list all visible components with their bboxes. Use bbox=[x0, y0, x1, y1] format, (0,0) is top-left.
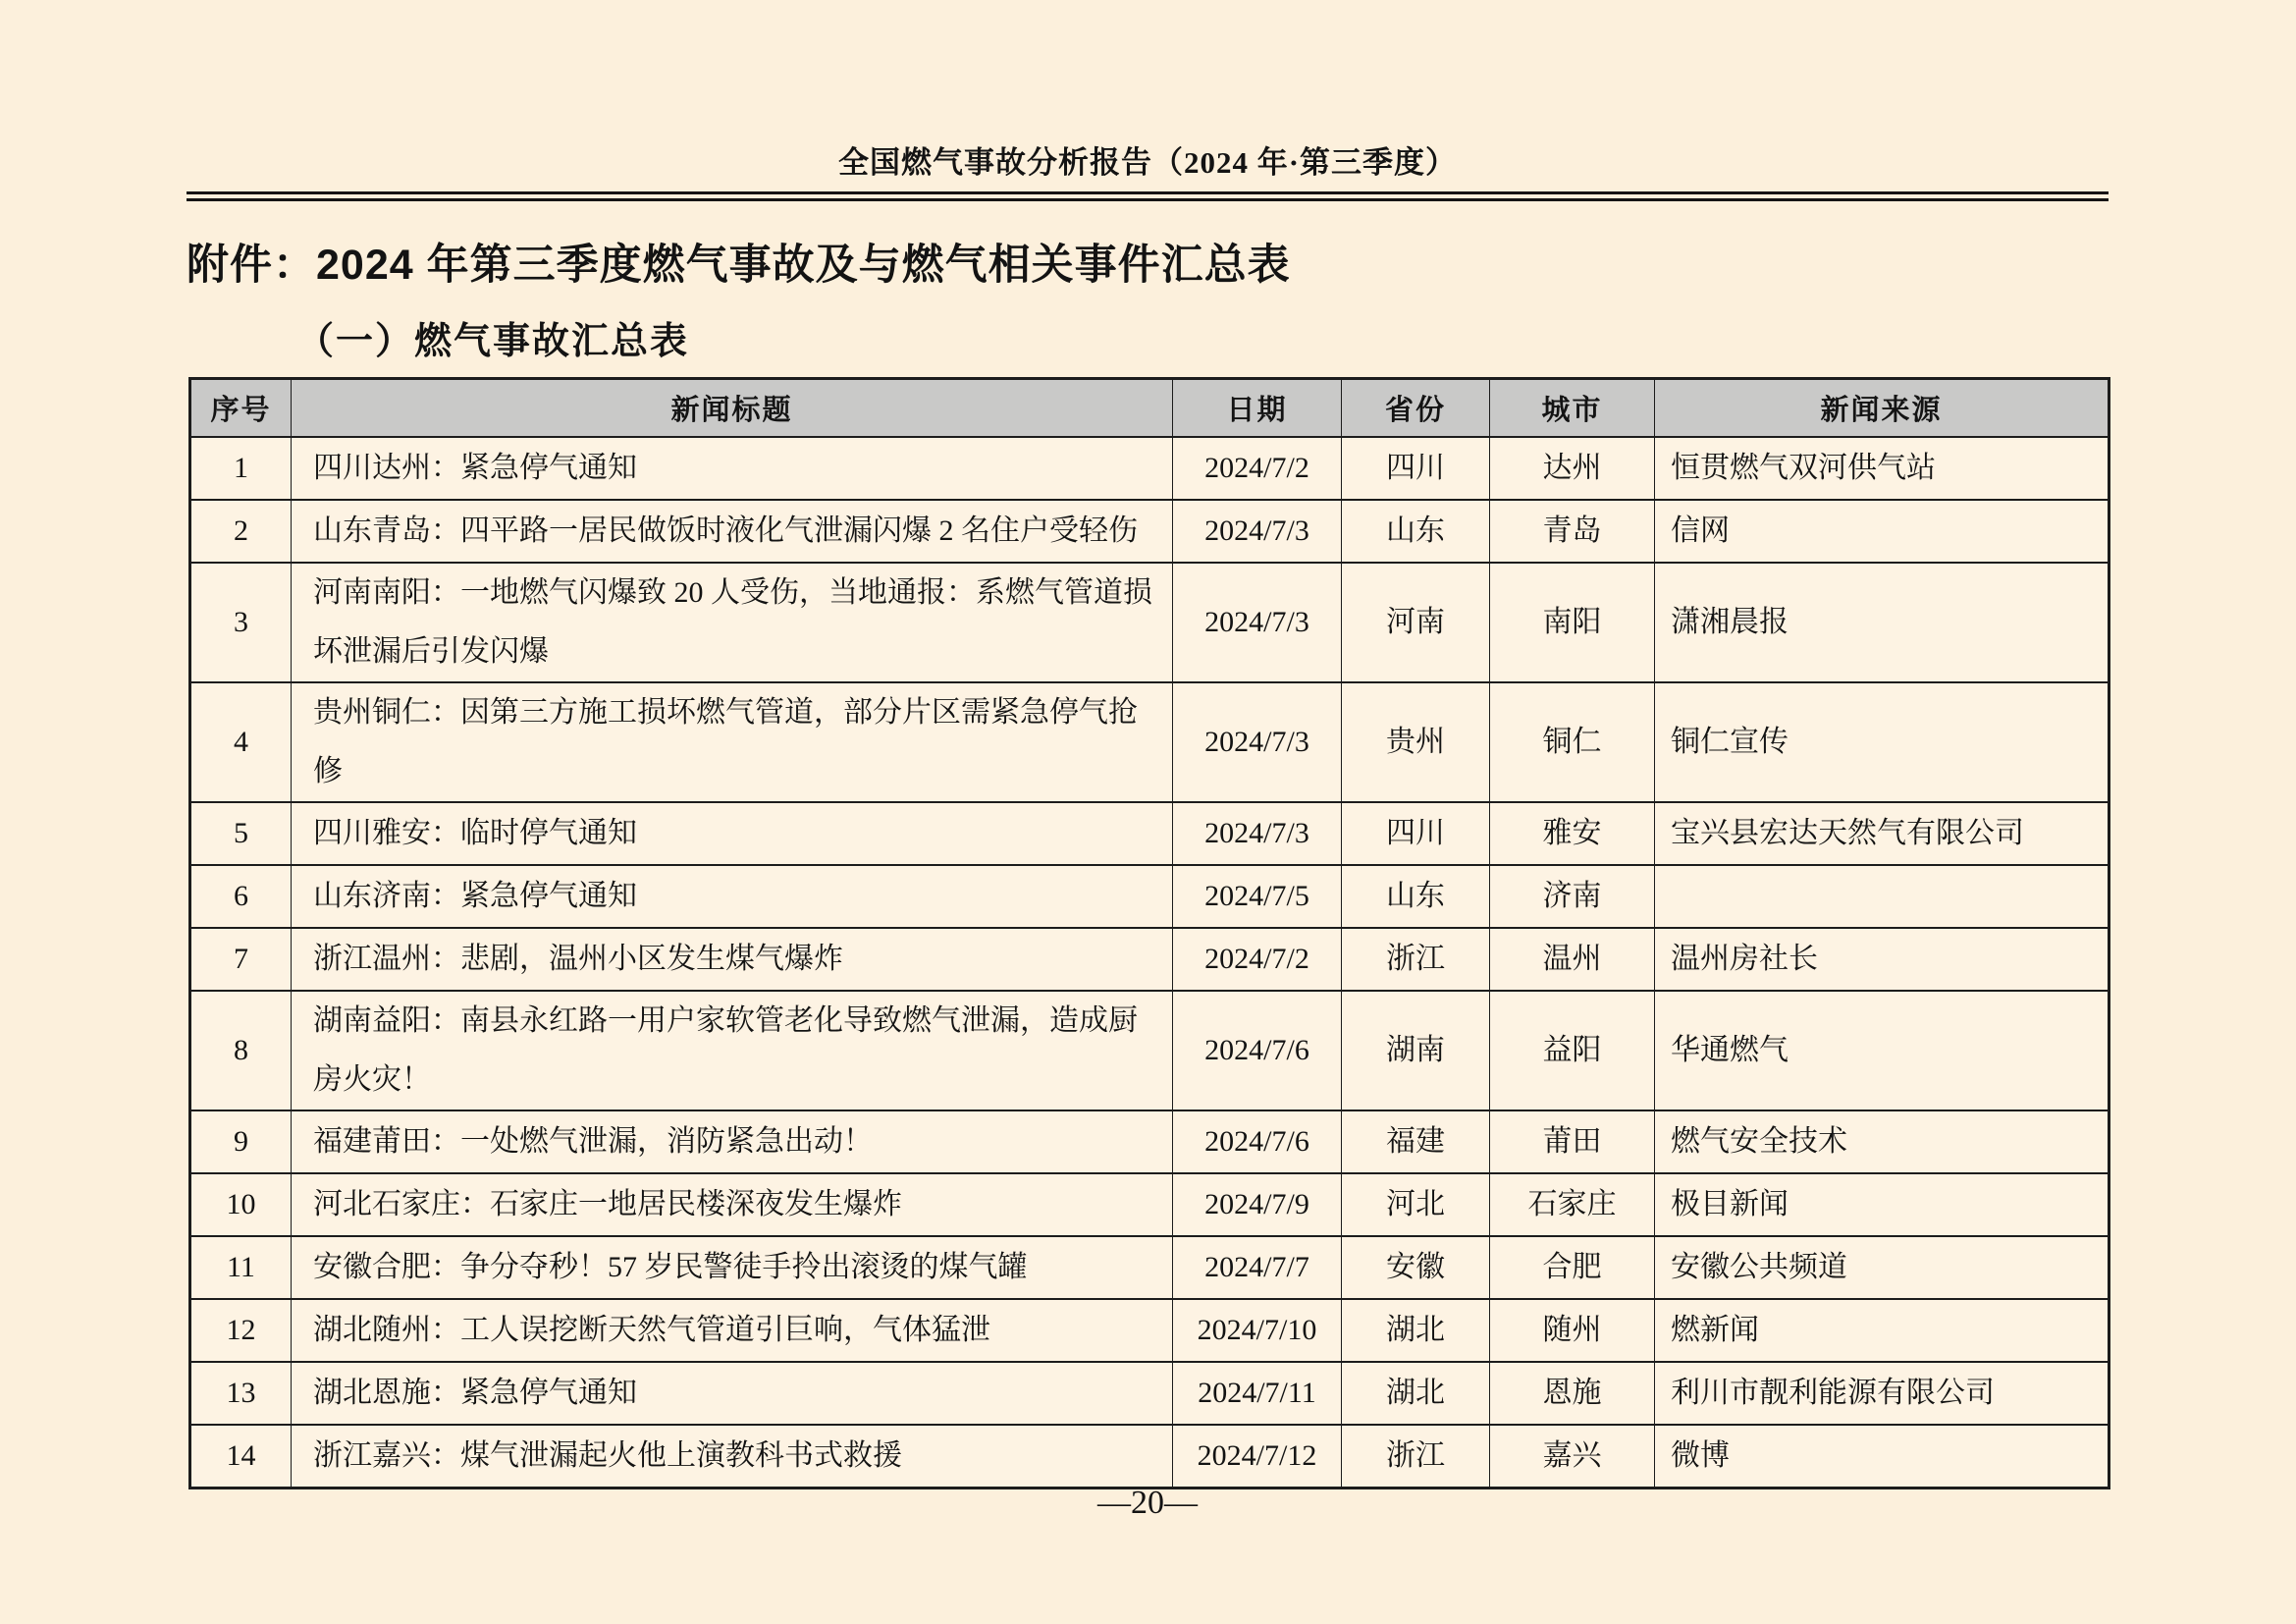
cell-title: 湖北随州：工人误挖断天然气管道引巨响，气体猛泄 bbox=[292, 1299, 1173, 1362]
attachment-title: 附件：2024 年第三季度燃气事故及与燃气相关事件汇总表 bbox=[187, 242, 1291, 289]
cell-title: 河北石家庄：石家庄一地居民楼深夜发生爆炸 bbox=[292, 1173, 1173, 1236]
cell-title: 湖南益阳：南县永红路一用户家软管老化导致燃气泄漏，造成厨房火灾！ bbox=[292, 991, 1173, 1110]
cell-no: 10 bbox=[190, 1173, 292, 1236]
cell-title: 湖北恩施：紧急停气通知 bbox=[292, 1362, 1173, 1425]
accident-table-body bbox=[190, 437, 2109, 1489]
cell-city: 石家庄 bbox=[1490, 1173, 1655, 1236]
cell-province: 浙江 bbox=[1342, 928, 1490, 991]
running-header: 全国燃气事故分析报告（2024 年·第三季度） bbox=[837, 145, 1458, 180]
table-row bbox=[190, 437, 2109, 500]
cell-city: 莆田 bbox=[1490, 1110, 1655, 1173]
cell-city: 益阳 bbox=[1490, 991, 1655, 1110]
cell-source: 微博 bbox=[1655, 1425, 2109, 1489]
cell-date: 2024/7/11 bbox=[1173, 1362, 1342, 1425]
table-row bbox=[190, 865, 2109, 928]
cell-title: 山东济南：紧急停气通知 bbox=[292, 865, 1173, 928]
cell-province: 四川 bbox=[1342, 802, 1490, 865]
cell-source: 燃新闻 bbox=[1655, 1299, 2109, 1362]
cell-date: 2024/7/3 bbox=[1173, 500, 1342, 563]
cell-title: 贵州铜仁：因第三方施工损坏燃气管道，部分片区需紧急停气抢修 bbox=[292, 682, 1173, 802]
cell-no: 3 bbox=[190, 563, 292, 682]
cell-source: 极目新闻 bbox=[1655, 1173, 2109, 1236]
cell-province: 山东 bbox=[1342, 500, 1490, 563]
table-row bbox=[190, 991, 2109, 1110]
page-number: —20— bbox=[1097, 1485, 1198, 1521]
table-row bbox=[190, 682, 2109, 802]
cell-province: 贵州 bbox=[1342, 682, 1490, 802]
table-row bbox=[190, 1299, 2109, 1362]
cell-province: 湖北 bbox=[1342, 1299, 1490, 1362]
cell-no: 14 bbox=[190, 1425, 292, 1489]
cell-city: 达州 bbox=[1490, 437, 1655, 500]
cell-province: 河北 bbox=[1342, 1173, 1490, 1236]
cell-no: 1 bbox=[190, 437, 292, 500]
cell-source: 恒贯燃气双河供气站 bbox=[1655, 437, 2109, 500]
table-row bbox=[190, 563, 2109, 682]
column-header-title: 新闻标题 bbox=[292, 379, 1173, 437]
cell-no: 4 bbox=[190, 682, 292, 802]
cell-city: 青岛 bbox=[1490, 500, 1655, 563]
table-row bbox=[190, 1173, 2109, 1236]
cell-date: 2024/7/3 bbox=[1173, 563, 1342, 682]
cell-title: 四川雅安：临时停气通知 bbox=[292, 802, 1173, 865]
cell-source bbox=[1655, 865, 2109, 928]
table-row bbox=[190, 1425, 2109, 1489]
cell-date: 2024/7/6 bbox=[1173, 1110, 1342, 1173]
cell-province: 福建 bbox=[1342, 1110, 1490, 1173]
cell-province: 山东 bbox=[1342, 865, 1490, 928]
cell-source: 铜仁宣传 bbox=[1655, 682, 2109, 802]
cell-no: 7 bbox=[190, 928, 292, 991]
table-row bbox=[190, 500, 2109, 563]
cell-date: 2024/7/9 bbox=[1173, 1173, 1342, 1236]
table-row bbox=[190, 1236, 2109, 1299]
table-header-row bbox=[190, 379, 2109, 437]
cell-province: 河南 bbox=[1342, 563, 1490, 682]
column-header-date: 日期 bbox=[1173, 379, 1342, 437]
accident-summary-table bbox=[188, 377, 2110, 1489]
cell-title: 河南南阳：一地燃气闪爆致 20 人受伤，当地通报：系燃气管道损坏泄漏后引发闪爆 bbox=[292, 563, 1173, 682]
column-header-index: 序号 bbox=[190, 379, 292, 437]
cell-province: 浙江 bbox=[1342, 1425, 1490, 1489]
table-row bbox=[190, 928, 2109, 991]
cell-province: 湖南 bbox=[1342, 991, 1490, 1110]
cell-city: 雅安 bbox=[1490, 802, 1655, 865]
cell-source: 燃气安全技术 bbox=[1655, 1110, 2109, 1173]
cell-city: 合肥 bbox=[1490, 1236, 1655, 1299]
column-header-province: 省份 bbox=[1342, 379, 1490, 437]
cell-city: 随州 bbox=[1490, 1299, 1655, 1362]
cell-date: 2024/7/5 bbox=[1173, 865, 1342, 928]
cell-no: 5 bbox=[190, 802, 292, 865]
section-title: （一）燃气事故汇总表 bbox=[296, 321, 690, 362]
cell-city: 嘉兴 bbox=[1490, 1425, 1655, 1489]
cell-no: 11 bbox=[190, 1236, 292, 1299]
cell-no: 2 bbox=[190, 500, 292, 563]
cell-date: 2024/7/12 bbox=[1173, 1425, 1342, 1489]
column-header-source: 新闻来源 bbox=[1655, 379, 2109, 437]
table-row bbox=[190, 802, 2109, 865]
cell-source: 信网 bbox=[1655, 500, 2109, 563]
cell-city: 温州 bbox=[1490, 928, 1655, 991]
cell-city: 恩施 bbox=[1490, 1362, 1655, 1425]
cell-date: 2024/7/6 bbox=[1173, 991, 1342, 1110]
cell-no: 13 bbox=[190, 1362, 292, 1425]
table-row bbox=[190, 1362, 2109, 1425]
cell-title: 浙江温州：悲剧，温州小区发生煤气爆炸 bbox=[292, 928, 1173, 991]
cell-city: 南阳 bbox=[1490, 563, 1655, 682]
cell-source: 利川市靓利能源有限公司 bbox=[1655, 1362, 2109, 1425]
cell-date: 2024/7/10 bbox=[1173, 1299, 1342, 1362]
header-double-rule bbox=[187, 191, 2109, 201]
cell-date: 2024/7/3 bbox=[1173, 682, 1342, 802]
cell-source: 安徽公共频道 bbox=[1655, 1236, 2109, 1299]
cell-title: 福建莆田：一处燃气泄漏，消防紧急出动！ bbox=[292, 1110, 1173, 1173]
column-header-city: 城市 bbox=[1490, 379, 1655, 437]
cell-title: 四川达州：紧急停气通知 bbox=[292, 437, 1173, 500]
cell-title: 山东青岛：四平路一居民做饭时液化气泄漏闪爆 2 名住户受轻伤 bbox=[292, 500, 1173, 563]
cell-city: 铜仁 bbox=[1490, 682, 1655, 802]
cell-title: 浙江嘉兴：煤气泄漏起火他上演教科书式救援 bbox=[292, 1425, 1173, 1489]
cell-province: 四川 bbox=[1342, 437, 1490, 500]
cell-province: 安徽 bbox=[1342, 1236, 1490, 1299]
cell-date: 2024/7/7 bbox=[1173, 1236, 1342, 1299]
cell-no: 8 bbox=[190, 991, 292, 1110]
cell-no: 12 bbox=[190, 1299, 292, 1362]
cell-no: 6 bbox=[190, 865, 292, 928]
cell-city: 济南 bbox=[1490, 865, 1655, 928]
cell-source: 华通燃气 bbox=[1655, 991, 2109, 1110]
cell-source: 温州房社长 bbox=[1655, 928, 2109, 991]
cell-title: 安徽合肥：争分夺秒！57 岁民警徒手拎出滚烫的煤气罐 bbox=[292, 1236, 1173, 1299]
cell-no: 9 bbox=[190, 1110, 292, 1173]
cell-date: 2024/7/3 bbox=[1173, 802, 1342, 865]
cell-province: 湖北 bbox=[1342, 1362, 1490, 1425]
cell-date: 2024/7/2 bbox=[1173, 437, 1342, 500]
cell-source: 宝兴县宏达天然气有限公司 bbox=[1655, 802, 2109, 865]
cell-source: 潇湘晨报 bbox=[1655, 563, 2109, 682]
table-row bbox=[190, 1110, 2109, 1173]
cell-date: 2024/7/2 bbox=[1173, 928, 1342, 991]
